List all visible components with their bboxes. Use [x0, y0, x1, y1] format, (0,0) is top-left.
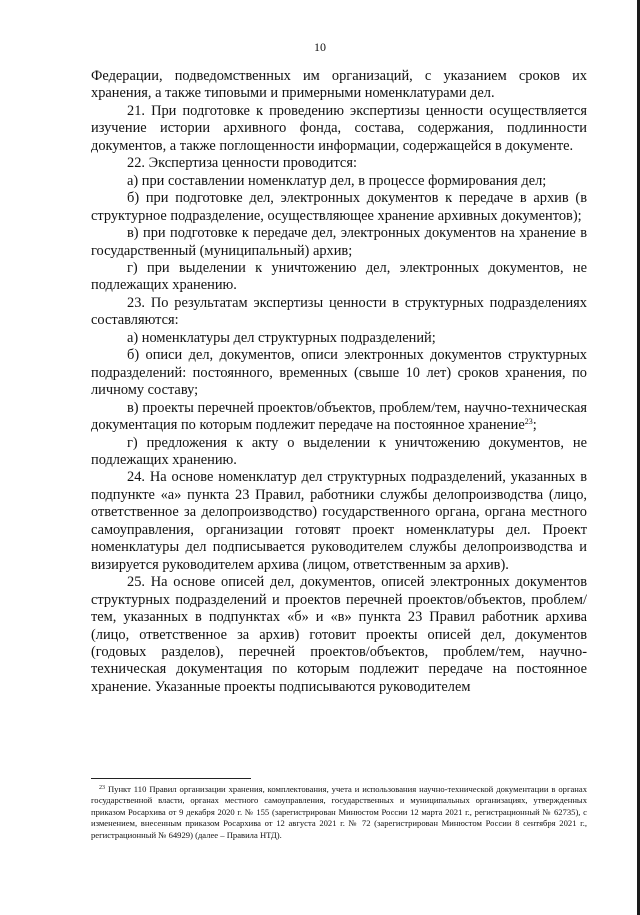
paragraph-continuation: Федерации, подведомственных им организаций, с указанием сроков их хранения, а также типовыми и примерными номенклатурами дел.: [91, 68, 587, 102]
footnote-divider: [91, 778, 251, 779]
paragraph-23-v: [91, 400, 587, 435]
page-number: 10: [314, 40, 326, 54]
paragraph-22: 22. Экспертиза ценности проводится:: [127, 155, 357, 172]
footnote-reference[interactable]: 23: [524, 417, 533, 427]
footnote-text: Пункт 110 Правил организации хранения, комплектования, учета и использования научно-технической документации в органах государственной власти, органах местного самоуправления, государственных и муниципальных организациях, утвержденных приказом Росархива от 9 декабря 2020 г. № 155 (зарегистрирован Минюстом России 12 марта 2021 г., регистрационный № 62735), с изменением, внесенным приказом Росархива от 12 августа 2021 г. № 72 (зарегистрирован Минюстом России 8 сентября 2021 г., регистрационный № 64929) (далее – Правила НТД).: [91, 784, 588, 840]
paragraph-22-a: а) при составлении номенклатур дел, в процессе формирования дел;: [127, 172, 547, 189]
document-body: [91, 68, 587, 696]
paragraph-21: 21. При подготовке к проведению экспертизы ценности осуществляется изучение истории архивного фонда, состава, содержания, подлинности документов, а также поглощенности информации, содержащейся в документе.: [91, 102, 587, 154]
paragraph-23-a: а) номенклатуры дел структурных подразделений;: [127, 329, 436, 346]
paragraph-23-v-text: в) проекты перечней проектов/объектов, проблем/тем, научно-техническая документация по которым подлежит передаче на постоянное хранение: [91, 399, 587, 434]
paragraph-22-b: б) при подготовке дел, электронных документов к передаче в архив (в структурное подразделение, осуществляющее хранение архивных документов);: [91, 190, 587, 224]
paragraph-24: 24. На основе номенклатур дел структурных подразделений, указанных в подпункте «а» пункта 23 Правил, работники службы делопроизводства (лицо, ответственное за делопроизводство) государственного органа, органа местного самоуправления, организации готовят проект номенклатуры дел. Проект номенклатуры дел подписывается руководителем службы делопроизводства и визируется руководителем архива (лицом, ответственным за архив).: [91, 469, 587, 573]
paragraph-23-v-end: ;: [532, 417, 537, 434]
paragraph-25: 25. На основе описей дел, документов, описей электронных документов структурных подразделений и проектов перечней проектов/объектов, проблем/тем, указанных в подпунктах «б» и «в» пункта 23 Правил работник архива (лицо, ответственное за архив) готовит проекты описей дел, документов (годовых разделов), перечней проектов/объектов, проблем/тем, научно-техническая документация по которым подлежит передаче на постоянное хранение. Указанные проекты подписываются руководителем: [91, 574, 587, 695]
footnote-marker: 23: [99, 785, 105, 791]
paragraph-23-b: б) описи дел, документов, описи электронных документов структурных подразделений: постоянного, временных (свыше 10 лет) сроков хранения, по личному составу;: [91, 347, 587, 399]
paragraph-23-g: г) предложения к акту о выделении к уничтожению документов, не подлежащих хранению.: [91, 434, 587, 468]
paragraph-22-g: г) при выделении к уничтожению дел, электронных документов, не подлежащих хранению.: [91, 259, 587, 294]
footnote-23: [91, 784, 587, 841]
paragraph-23: 23. По результатам экспертизы ценности в структурных подразделениях составляются:: [91, 294, 587, 329]
footnote: [91, 784, 587, 841]
paragraph-22-v: в) при подготовке к передаче дел, электронных документов на хранение в государственный (муниципальный) архив;: [91, 225, 587, 259]
